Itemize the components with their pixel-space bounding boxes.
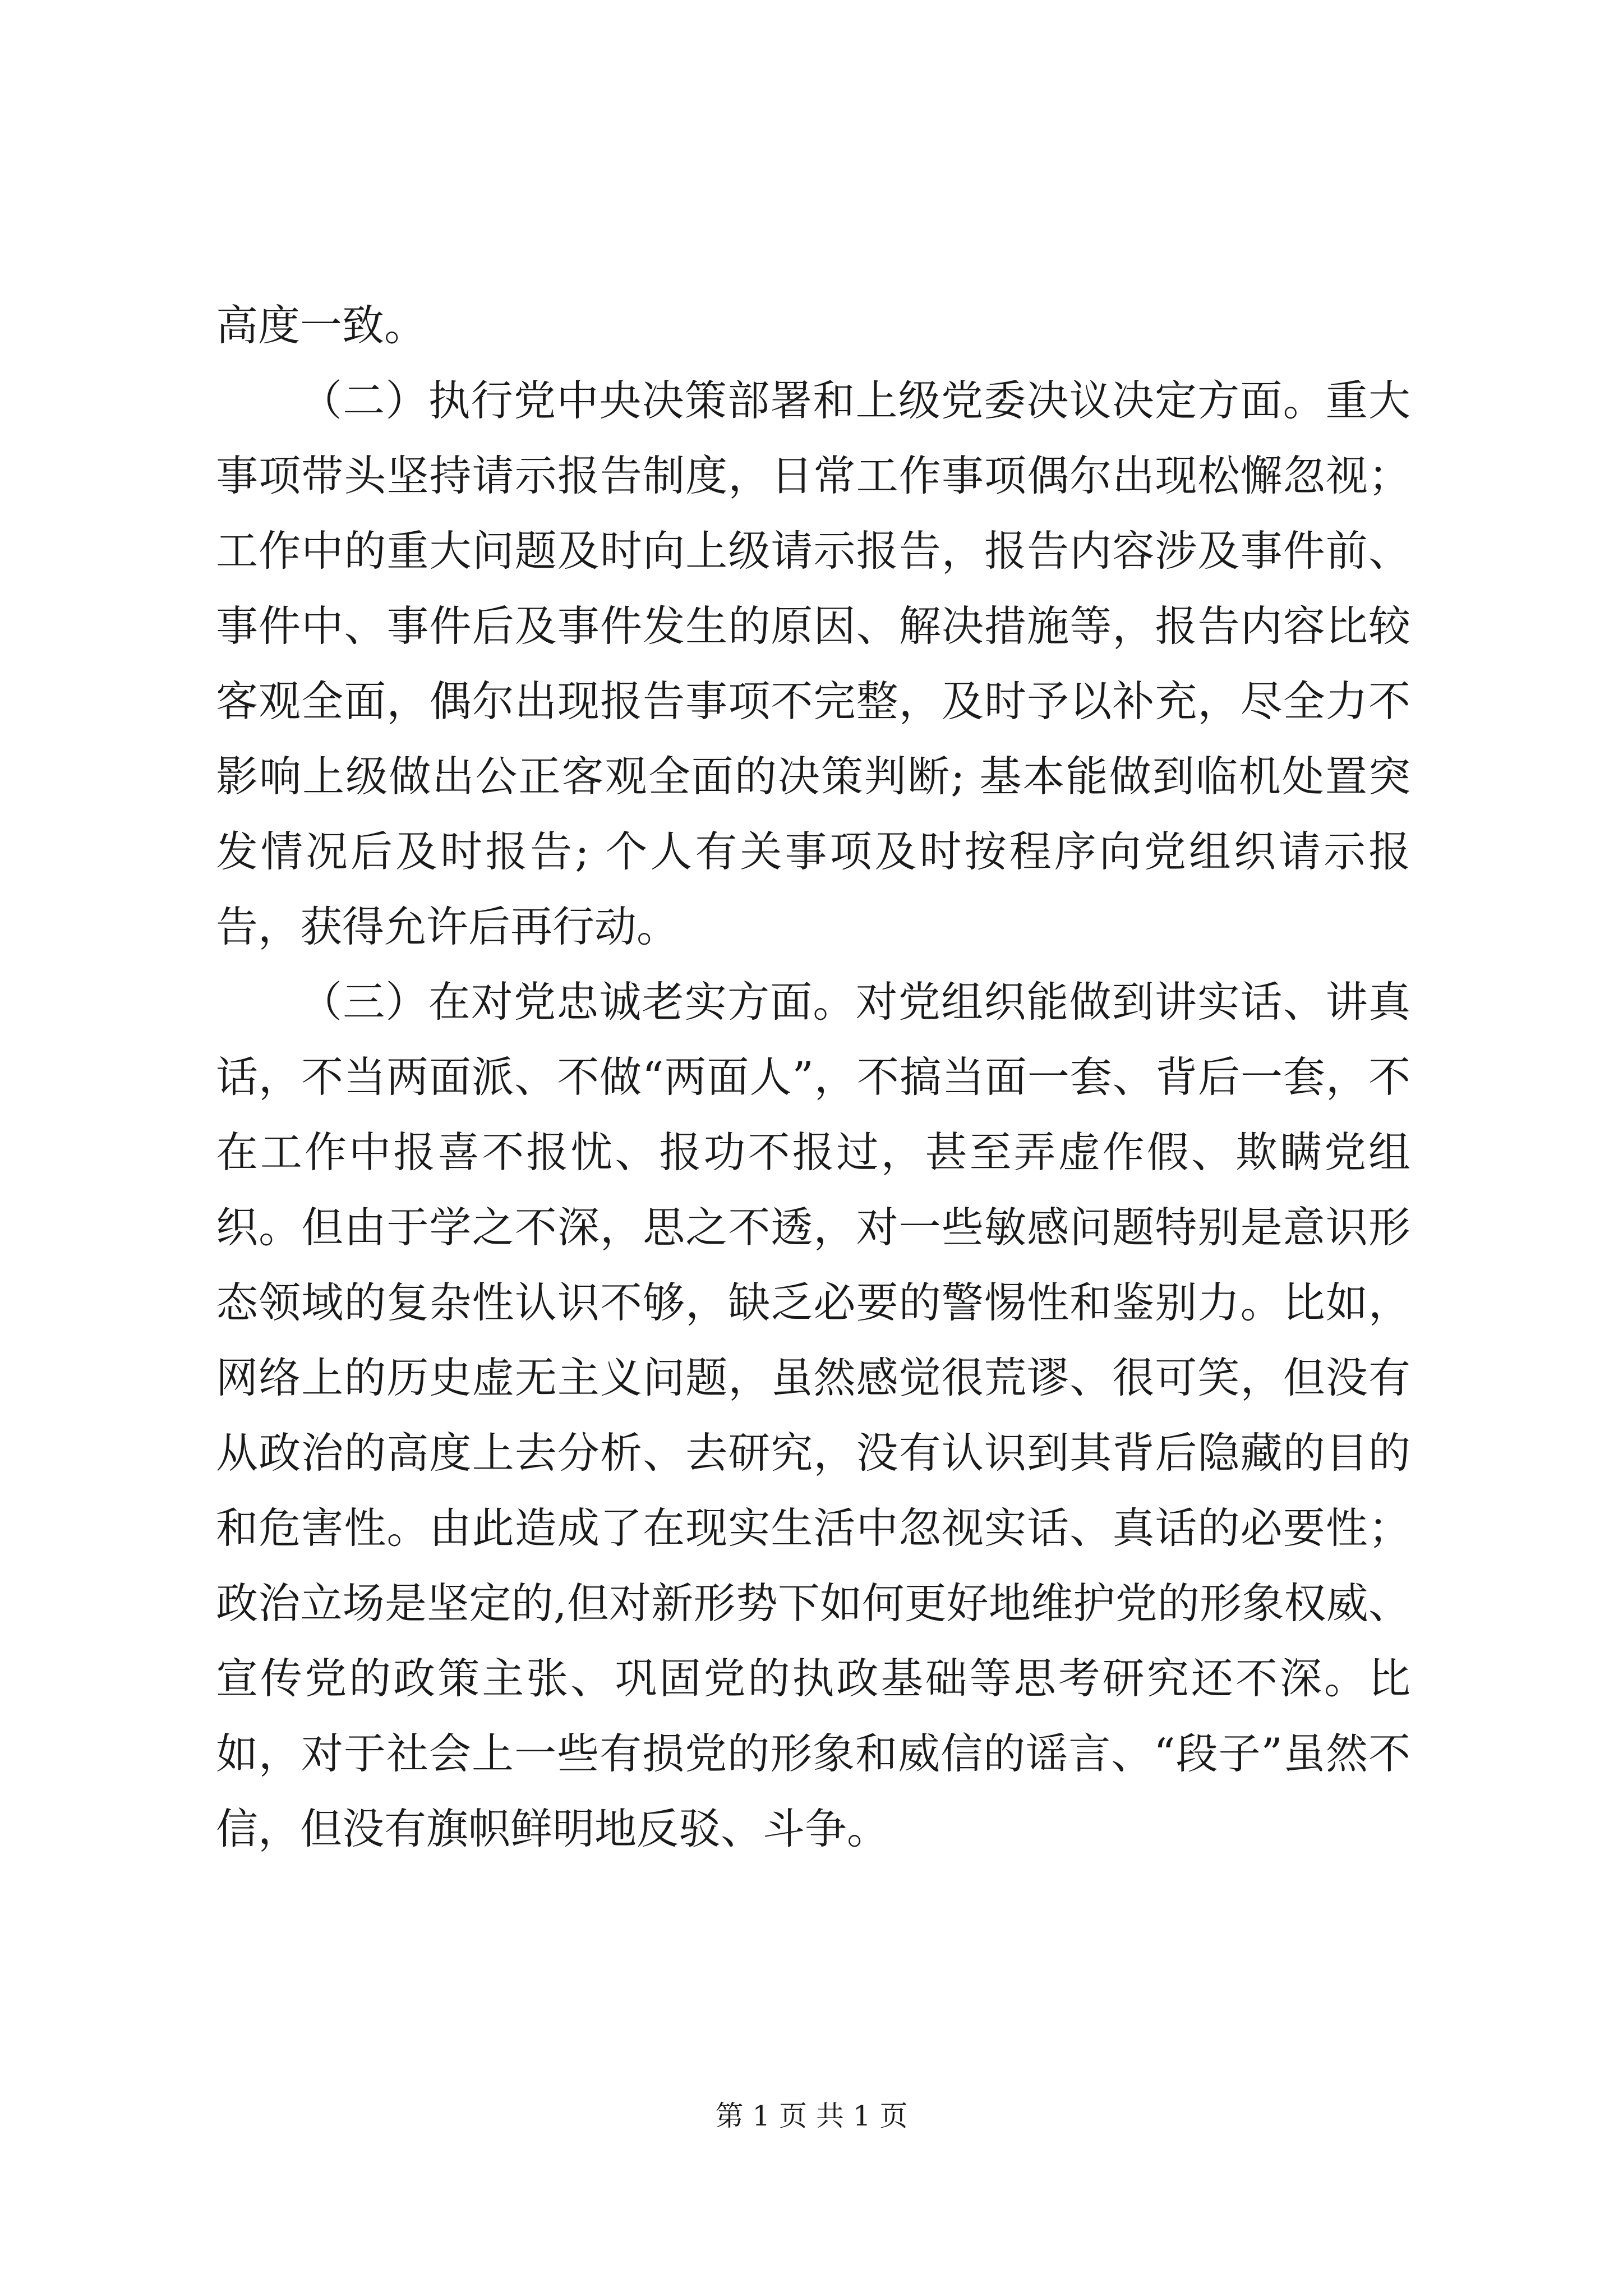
paragraph-continuation: 高度一致。	[216, 301, 427, 350]
paragraph-section-three: （三）在对党忠诚老实方面。对党组织能做到讲实话、讲真话，不当两面派、不做“两面人”，不搞当面一套、背后一套，不在工作中报喜不报忧、报功不报过，甚至弄虚作假、欺瞒党组织。但由于学之不深，思之不透，对一些敏感问题特别是意识形态领域的复杂性认识不够，缺乏必要的警惕性和鉴别力。比如，网络上的历史虚无主义问题，虽然感觉很荒谬、很可笑，但没有从政治的高度上去分析、去研究，没有认识到其背后隐藏的目的和危害性。由此造成了在现实生活中忽视实话、真话的必要性；政治立场是坚定的,但对新形势下如何更好地维护党的形象权威、宣传党的政策主张、巩固党的执政基础等思考研究还不深。比如，对于社会上一些有损党的形象和威信的谣言、“段子”虽然不信，但没有旗帜鲜明地反驳、斗争。	[216, 977, 1410, 1853]
page-footer: 第 1 页 共 1 页	[715, 2100, 908, 2132]
paragraph-section-two: （二）执行党中央决策部署和上级党委决议决定方面。重大事项带头坚持请示报告制度，日常工作事项偶尔出现松懈忽视；工作中的重大问题及时向上级请示报告，报告内容涉及事件前、事件中、事件后及事件发生的原因、解决措施等，报告内容比较客观全面，偶尔出现报告事项不完整，及时予以补充，尽全力不影响上级做出公正客观全面的决策判断; 基本能做到临机处置突发情况后及时报告; 个人有关事项及时按程序向党组织请示报告，获得允许后再行动。	[216, 376, 1410, 951]
document-body	[216, 288, 1410, 1866]
